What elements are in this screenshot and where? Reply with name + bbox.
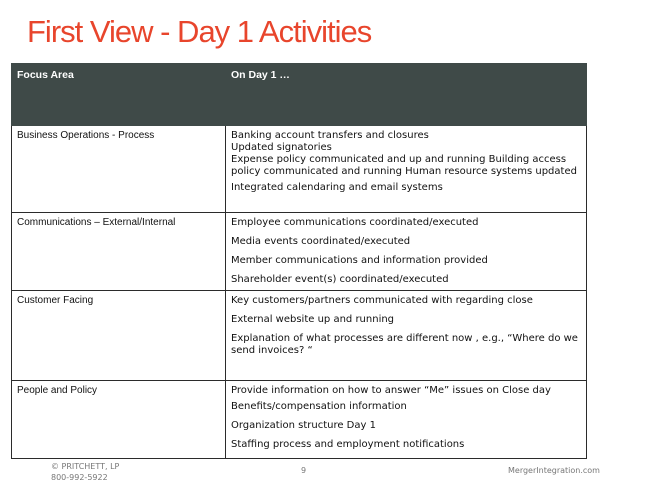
list-item: Benefits/compensation information (231, 401, 407, 412)
list-item: Explanation of what processes are different now , e.g., “Where do we send invoices? “ (231, 333, 578, 356)
day1-items-cell (226, 381, 587, 459)
list-item: Provide information on how to answer “Me” issues on Close day (231, 385, 551, 396)
list-item: Banking account transfers and closures (231, 130, 429, 141)
list-item: Expense policy communicated and up and running Building access policy communicated and running Human resource systems updated (231, 154, 577, 177)
table-header-row (12, 64, 587, 126)
footer-copyright (51, 461, 119, 483)
list-item: Media events coordinated/executed (231, 236, 411, 247)
focus-area-cell: People and Policy (12, 381, 226, 459)
focus-area-cell: Communications – External/Internal (12, 213, 226, 291)
day1-items-cell (226, 126, 587, 213)
list-item: Member communications and information provided (231, 255, 488, 266)
list-item: Staffing process and employment notifications (231, 439, 465, 450)
header-focus-area: Focus Area (12, 64, 226, 126)
phone-number: 800-992-5922 (51, 473, 108, 482)
copyright-text: © PRITCHETT, LP (51, 462, 120, 471)
list-item: Employee communications coordinated/executed (231, 217, 479, 228)
table-row (12, 126, 587, 213)
list-item: Organization structure Day 1 (231, 420, 376, 431)
list-item: Updated signatories (231, 142, 332, 153)
focus-area-cell: Customer Facing (12, 291, 226, 381)
slide-title: First View - Day 1 Activities (27, 14, 372, 49)
list-item: External website up and running (231, 314, 395, 325)
list-item: Integrated calendaring and email systems (231, 182, 443, 193)
footer-website: MergerIntegration.com (508, 466, 600, 475)
table-row (12, 381, 587, 459)
page-number: 9 (301, 466, 307, 475)
day1-items-cell (226, 213, 587, 291)
table-row (12, 291, 587, 381)
table-row (12, 213, 587, 291)
list-item: Shareholder event(s) coordinated/executed (231, 274, 449, 285)
header-on-day-1: On Day 1 … (226, 64, 587, 126)
day1-items-cell (226, 291, 587, 381)
focus-area-cell: Business Operations - Process (12, 126, 226, 213)
list-item: Key customers/partners communicated with regarding close (231, 295, 533, 306)
activities-table (11, 63, 587, 459)
